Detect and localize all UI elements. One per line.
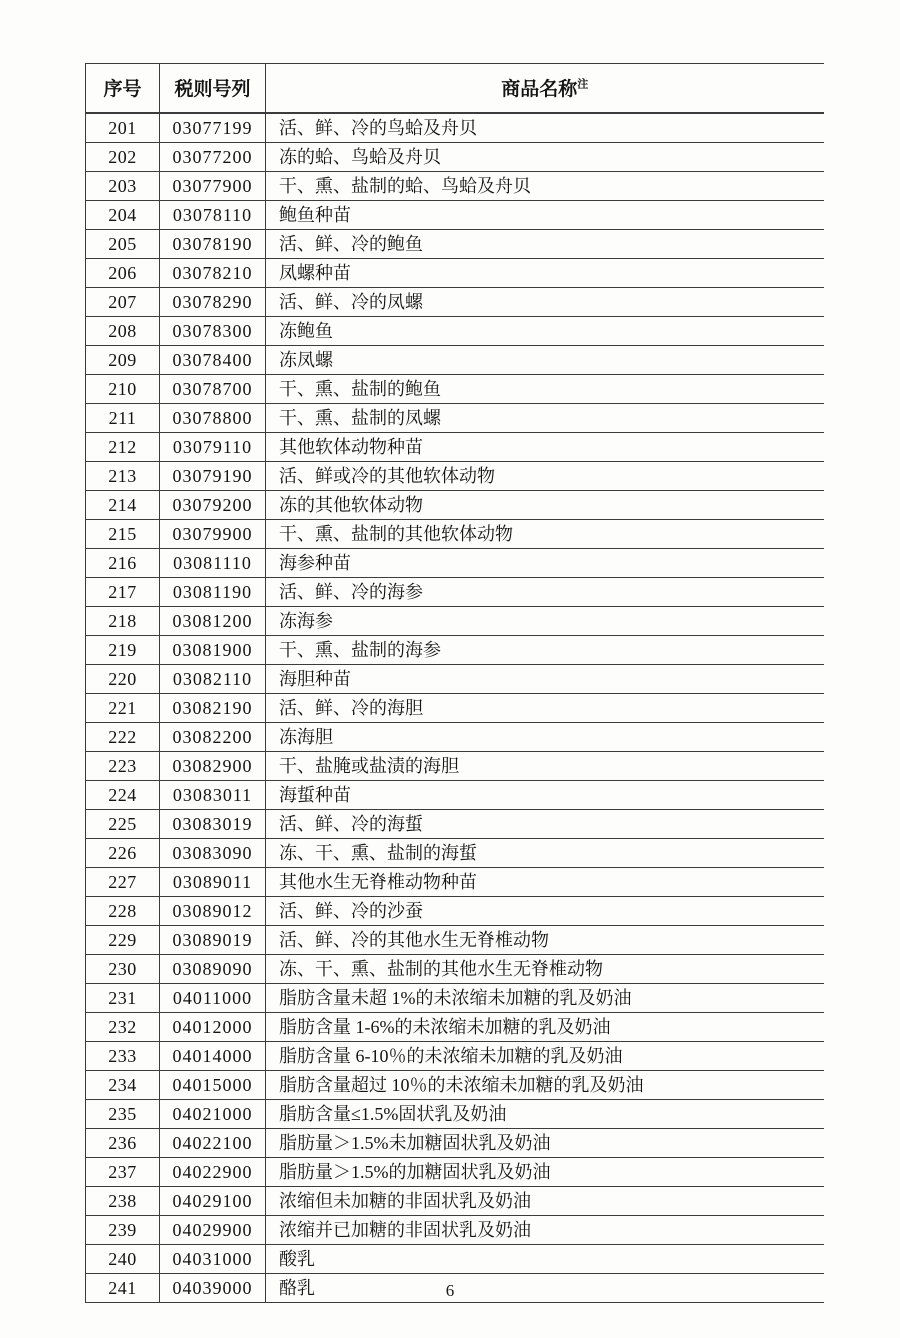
serial-cell: 211	[86, 403, 160, 432]
tariff-code-cell: 03082900	[160, 751, 266, 780]
serial-cell: 240	[86, 1244, 160, 1273]
tariff-code-cell: 04029100	[160, 1186, 266, 1215]
serial-cell: 202	[86, 142, 160, 171]
serial-cell: 203	[86, 171, 160, 200]
table-row	[86, 809, 824, 838]
table-row	[86, 954, 824, 983]
tariff-code-cell: 04022100	[160, 1128, 266, 1157]
product-name-cell: 其他软体动物种苗	[266, 432, 824, 461]
product-name-cell: 凤螺种苗	[266, 258, 824, 287]
serial-cell: 213	[86, 461, 160, 490]
tariff-code-cell: 03083011	[160, 780, 266, 809]
table-row	[86, 867, 824, 896]
serial-cell: 207	[86, 287, 160, 316]
table-row	[86, 722, 824, 751]
tariff-code-cell: 04031000	[160, 1244, 266, 1273]
tariff-code-cell: 03079190	[160, 461, 266, 490]
tariff-code-cell: 03078700	[160, 374, 266, 403]
table-row	[86, 1012, 824, 1041]
tariff-code-cell: 03082110	[160, 664, 266, 693]
tariff-code-cell: 04012000	[160, 1012, 266, 1041]
product-name-cell: 活、鲜或冷的其他软体动物	[266, 461, 824, 490]
product-name-cell: 脂肪含量≤1.5%固状乳及奶油	[266, 1099, 824, 1128]
table-row	[86, 664, 824, 693]
serial-cell: 201	[86, 113, 160, 143]
tariff-code-cell: 03089090	[160, 954, 266, 983]
tariff-code-cell: 03077900	[160, 171, 266, 200]
table-row	[86, 1215, 824, 1244]
serial-cell: 239	[86, 1215, 160, 1244]
product-name-cell: 活、鲜、冷的海蜇	[266, 809, 824, 838]
serial-cell: 231	[86, 983, 160, 1012]
table-body	[86, 113, 824, 1303]
table-row	[86, 432, 824, 461]
tariff-code-cell: 03078400	[160, 345, 266, 374]
tariff-code-cell: 03082190	[160, 693, 266, 722]
table-row	[86, 896, 824, 925]
serial-cell: 217	[86, 577, 160, 606]
product-name-cell: 其他水生无脊椎动物种苗	[266, 867, 824, 896]
product-name-cell: 浓缩但未加糖的非固状乳及奶油	[266, 1186, 824, 1215]
tariff-code-cell: 03089019	[160, 925, 266, 954]
table-row	[86, 606, 824, 635]
serial-cell: 235	[86, 1099, 160, 1128]
serial-cell: 229	[86, 925, 160, 954]
table-row	[86, 316, 824, 345]
serial-cell: 210	[86, 374, 160, 403]
product-name-cell: 干、熏、盐制的凤螺	[266, 403, 824, 432]
table-row	[86, 229, 824, 258]
product-name-cell: 海参种苗	[266, 548, 824, 577]
tariff-code-cell: 03079200	[160, 490, 266, 519]
tariff-code-cell: 03083090	[160, 838, 266, 867]
product-name-cell: 鲍鱼种苗	[266, 200, 824, 229]
table-row	[86, 113, 824, 143]
product-name-cell: 脂肪量＞1.5%的加糖固状乳及奶油	[266, 1157, 824, 1186]
product-name-cell: 活、鲜、冷的海参	[266, 577, 824, 606]
tariff-code-cell: 03078210	[160, 258, 266, 287]
table-row	[86, 345, 824, 374]
product-name-cell: 冻、干、熏、盐制的其他水生无脊椎动物	[266, 954, 824, 983]
table-row	[86, 693, 824, 722]
serial-cell: 234	[86, 1070, 160, 1099]
product-name-cell: 干、熏、盐制的鲍鱼	[266, 374, 824, 403]
tariff-table	[85, 63, 824, 1303]
tariff-code-cell: 03089012	[160, 896, 266, 925]
serial-cell: 224	[86, 780, 160, 809]
table-row	[86, 751, 824, 780]
header-product-name-label: 商品名称	[501, 79, 578, 101]
product-name-cell: 活、鲜、冷的海胆	[266, 693, 824, 722]
tariff-code-cell: 03078300	[160, 316, 266, 345]
header-note-superscript: 注	[577, 78, 589, 91]
tariff-code-cell: 03089011	[160, 867, 266, 896]
table-row	[86, 1041, 824, 1070]
serial-cell: 214	[86, 490, 160, 519]
tariff-code-cell: 04014000	[160, 1041, 266, 1070]
serial-cell: 222	[86, 722, 160, 751]
tariff-code-cell: 03081900	[160, 635, 266, 664]
serial-cell: 241	[86, 1273, 160, 1302]
product-name-cell: 冻的蛤、鸟蛤及舟贝	[266, 142, 824, 171]
header-product-name	[266, 64, 824, 113]
product-name-cell: 冻的其他软体动物	[266, 490, 824, 519]
serial-cell: 204	[86, 200, 160, 229]
product-name-cell: 活、鲜、冷的凤螺	[266, 287, 824, 316]
table-row	[86, 490, 824, 519]
product-name-cell: 活、鲜、冷的鲍鱼	[266, 229, 824, 258]
serial-cell: 232	[86, 1012, 160, 1041]
tariff-code-cell: 04039000	[160, 1273, 266, 1302]
product-name-cell: 脂肪含量未超 1%的未浓缩未加糖的乳及奶油	[266, 983, 824, 1012]
serial-cell: 218	[86, 606, 160, 635]
product-name-cell: 冻鲍鱼	[266, 316, 824, 345]
header-serial-label: 序号	[103, 79, 142, 101]
table-header-row	[86, 64, 824, 113]
product-name-cell: 干、盐腌或盐渍的海胆	[266, 751, 824, 780]
tariff-code-cell: 04022900	[160, 1157, 266, 1186]
tariff-code-cell: 03081200	[160, 606, 266, 635]
serial-cell: 220	[86, 664, 160, 693]
table-row	[86, 1157, 824, 1186]
serial-cell: 206	[86, 258, 160, 287]
header-tariff-code	[160, 64, 266, 113]
serial-cell: 212	[86, 432, 160, 461]
header-serial-number	[86, 64, 160, 113]
product-name-cell: 冻、干、熏、盐制的海蜇	[266, 838, 824, 867]
table-row	[86, 1099, 824, 1128]
tariff-code-cell: 04029900	[160, 1215, 266, 1244]
table-row	[86, 142, 824, 171]
serial-cell: 219	[86, 635, 160, 664]
product-name-cell: 冻海参	[266, 606, 824, 635]
tariff-code-cell: 03077199	[160, 113, 266, 143]
product-name-cell: 海蜇种苗	[266, 780, 824, 809]
serial-cell: 227	[86, 867, 160, 896]
table-row	[86, 519, 824, 548]
serial-cell: 208	[86, 316, 160, 345]
serial-cell: 215	[86, 519, 160, 548]
table-row	[86, 838, 824, 867]
product-name-cell: 冻海胆	[266, 722, 824, 751]
table-row	[86, 780, 824, 809]
product-name-cell: 活、鲜、冷的鸟蛤及舟贝	[266, 113, 824, 143]
product-name-cell: 浓缩并已加糖的非固状乳及奶油	[266, 1215, 824, 1244]
table-row	[86, 925, 824, 954]
product-name-cell: 脂肪含量 1-6%的未浓缩未加糖的乳及奶油	[266, 1012, 824, 1041]
table-row	[86, 983, 824, 1012]
table-row	[86, 403, 824, 432]
tariff-code-cell: 03078190	[160, 229, 266, 258]
product-name-cell: 冻凤螺	[266, 345, 824, 374]
serial-cell: 230	[86, 954, 160, 983]
table-row	[86, 461, 824, 490]
product-name-cell: 干、熏、盐制的蛤、鸟蛤及舟贝	[266, 171, 824, 200]
table-row	[86, 1070, 824, 1099]
serial-cell: 205	[86, 229, 160, 258]
tariff-code-cell: 03081110	[160, 548, 266, 577]
product-name-cell: 干、熏、盐制的海参	[266, 635, 824, 664]
product-name-cell: 脂肪含量 6-10％的未浓缩未加糖的乳及奶油	[266, 1041, 824, 1070]
table-row	[86, 171, 824, 200]
product-name-cell: 活、鲜、冷的其他水生无脊椎动物	[266, 925, 824, 954]
table-row	[86, 548, 824, 577]
tariff-code-cell: 03078290	[160, 287, 266, 316]
serial-cell: 226	[86, 838, 160, 867]
tariff-code-cell: 03077200	[160, 142, 266, 171]
tariff-code-cell: 03081190	[160, 577, 266, 606]
tariff-code-cell: 04011000	[160, 983, 266, 1012]
serial-cell: 236	[86, 1128, 160, 1157]
product-name-cell: 海胆种苗	[266, 664, 824, 693]
tariff-code-cell: 03082200	[160, 722, 266, 751]
table-row	[86, 1186, 824, 1215]
table-row	[86, 258, 824, 287]
serial-cell: 209	[86, 345, 160, 374]
table-row	[86, 635, 824, 664]
header-tariff-code-label: 税则号列	[174, 79, 251, 101]
table-row	[86, 1244, 824, 1273]
tariff-code-cell: 04015000	[160, 1070, 266, 1099]
serial-cell: 223	[86, 751, 160, 780]
product-name-cell: 干、熏、盐制的其他软体动物	[266, 519, 824, 548]
tariff-code-cell: 03078110	[160, 200, 266, 229]
serial-cell: 225	[86, 809, 160, 838]
table-row	[86, 287, 824, 316]
serial-cell: 221	[86, 693, 160, 722]
tariff-code-cell: 04021000	[160, 1099, 266, 1128]
table-row	[86, 374, 824, 403]
serial-cell: 237	[86, 1157, 160, 1186]
table-row	[86, 577, 824, 606]
product-name-cell: 脂肪含量超过 10％的未浓缩未加糖的乳及奶油	[266, 1070, 824, 1099]
serial-cell: 238	[86, 1186, 160, 1215]
serial-cell: 228	[86, 896, 160, 925]
table-row	[86, 1128, 824, 1157]
tariff-code-cell: 03078800	[160, 403, 266, 432]
product-name-cell: 酪乳	[266, 1273, 824, 1302]
product-name-cell: 活、鲜、冷的沙蚕	[266, 896, 824, 925]
product-name-cell: 酸乳	[266, 1244, 824, 1273]
tariff-code-cell: 03079110	[160, 432, 266, 461]
table-row	[86, 200, 824, 229]
page-number: 6	[445, 1281, 455, 1300]
tariff-code-cell: 03079900	[160, 519, 266, 548]
tariff-code-cell: 03083019	[160, 809, 266, 838]
serial-cell: 233	[86, 1041, 160, 1070]
product-name-cell: 脂肪量＞1.5%未加糖固状乳及奶油	[266, 1128, 824, 1157]
serial-cell: 216	[86, 548, 160, 577]
